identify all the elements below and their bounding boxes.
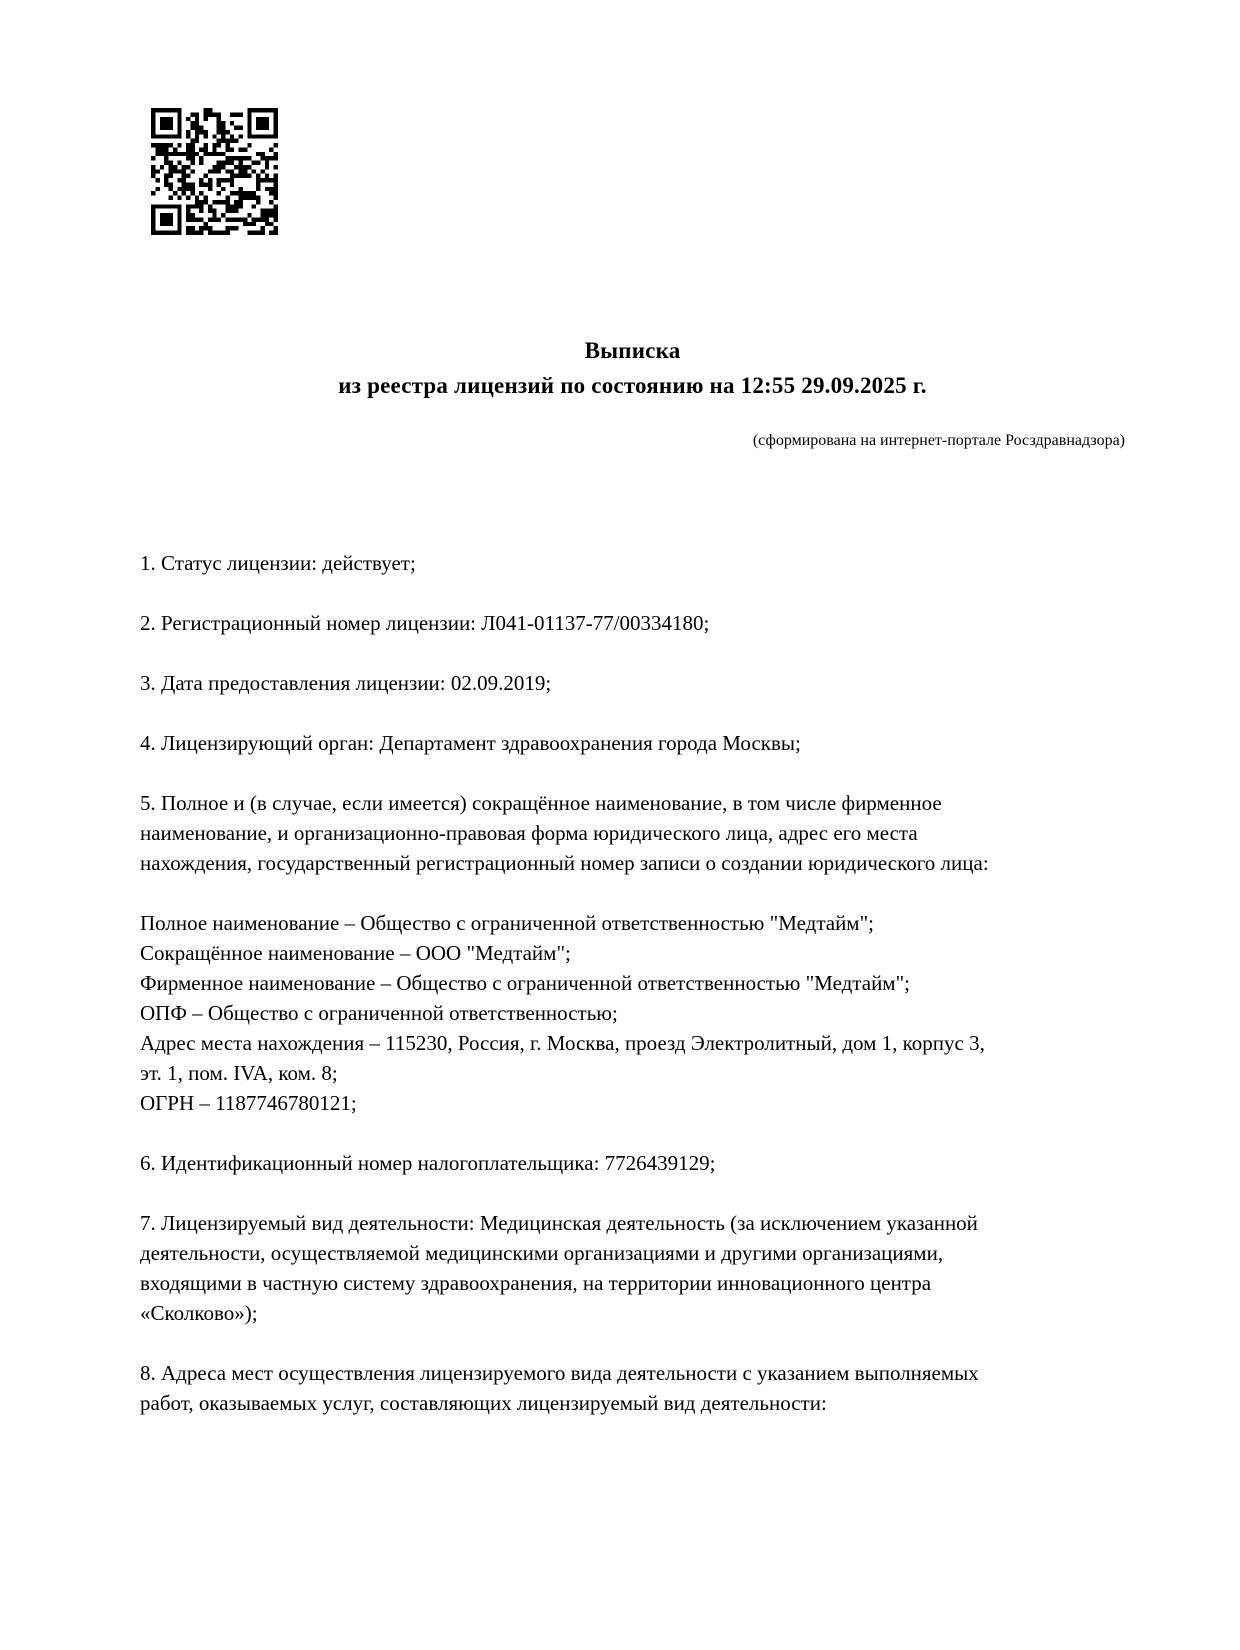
text-line: 4. Лицензирующий орган: Департамент здравоохранения города Москвы;	[140, 731, 801, 755]
text-line: 6. Идентификационный номер налогоплательщика: 7726439129;	[140, 1151, 716, 1175]
opf-line: ОПФ – Общество с ограниченной ответственностью;	[140, 1001, 618, 1025]
text-line: 1. Статус лицензии: действует;	[140, 551, 416, 575]
full-name-line: Полное наименование – Общество с ограниченной ответственностью "Медтайм";	[140, 911, 875, 935]
title-line-1: Выписка	[584, 338, 681, 363]
text-line: 8. Адреса мест осуществления лицензируемого вида деятельности с указанием выполняемых	[140, 1361, 979, 1385]
text-line: «Сколково»);	[140, 1301, 258, 1325]
short-name-line: Сокращённое наименование – ООО "Медтайм";	[140, 941, 571, 965]
text-line: входящими в частную систему здравоохранения, на территории инновационного центра	[140, 1271, 932, 1295]
text-line: наименование, и организационно-правовая форма юридического лица, адрес его места	[140, 821, 918, 845]
brand-name-line: Фирменное наименование – Общество с ограниченной ответственностью "Медтайм";	[140, 971, 910, 995]
document-title	[140, 333, 1125, 403]
address-line-2: эт. 1, пом. IVA, ком. 8;	[140, 1061, 338, 1085]
address-line: Адрес места нахождения – 115230, Россия, г. Москва, проезд Электролитный, дом 1, корпус 3,	[140, 1031, 985, 1055]
text-line: работ, оказываемых услуг, составляющих лицензируемый вид деятельности:	[140, 1391, 827, 1415]
ogrn-line: ОГРН – 1187746780121;	[140, 1091, 357, 1115]
formed-on-portal-note: (сформирована на интернет-портале Росздравнадзора)	[752, 432, 1125, 449]
text-line: 7. Лицензируемый вид деятельности: Медицинская деятельность (за исключением указанной	[140, 1211, 978, 1235]
document-body	[140, 518, 1215, 1448]
text-line: нахождения, государственный регистрационный номер записи о создании юридического лица:	[140, 851, 989, 875]
text-line: деятельности, осуществляемой медицинскими организациями и другими организациями,	[140, 1241, 944, 1265]
title-line-2: из реестра лицензий по состоянию на 12:55 29.09.2025 г.	[338, 373, 927, 398]
text-line: 5. Полное и (в случае, если имеется) сокращённое наименование, в том числе фирменное	[140, 791, 942, 815]
text-line: 2. Регистрационный номер лицензии: Л041-01137-77/00334180;	[140, 611, 710, 635]
qr-code-icon	[151, 108, 278, 235]
text-line: 3. Дата предоставления лицензии: 02.09.2019;	[140, 671, 552, 695]
